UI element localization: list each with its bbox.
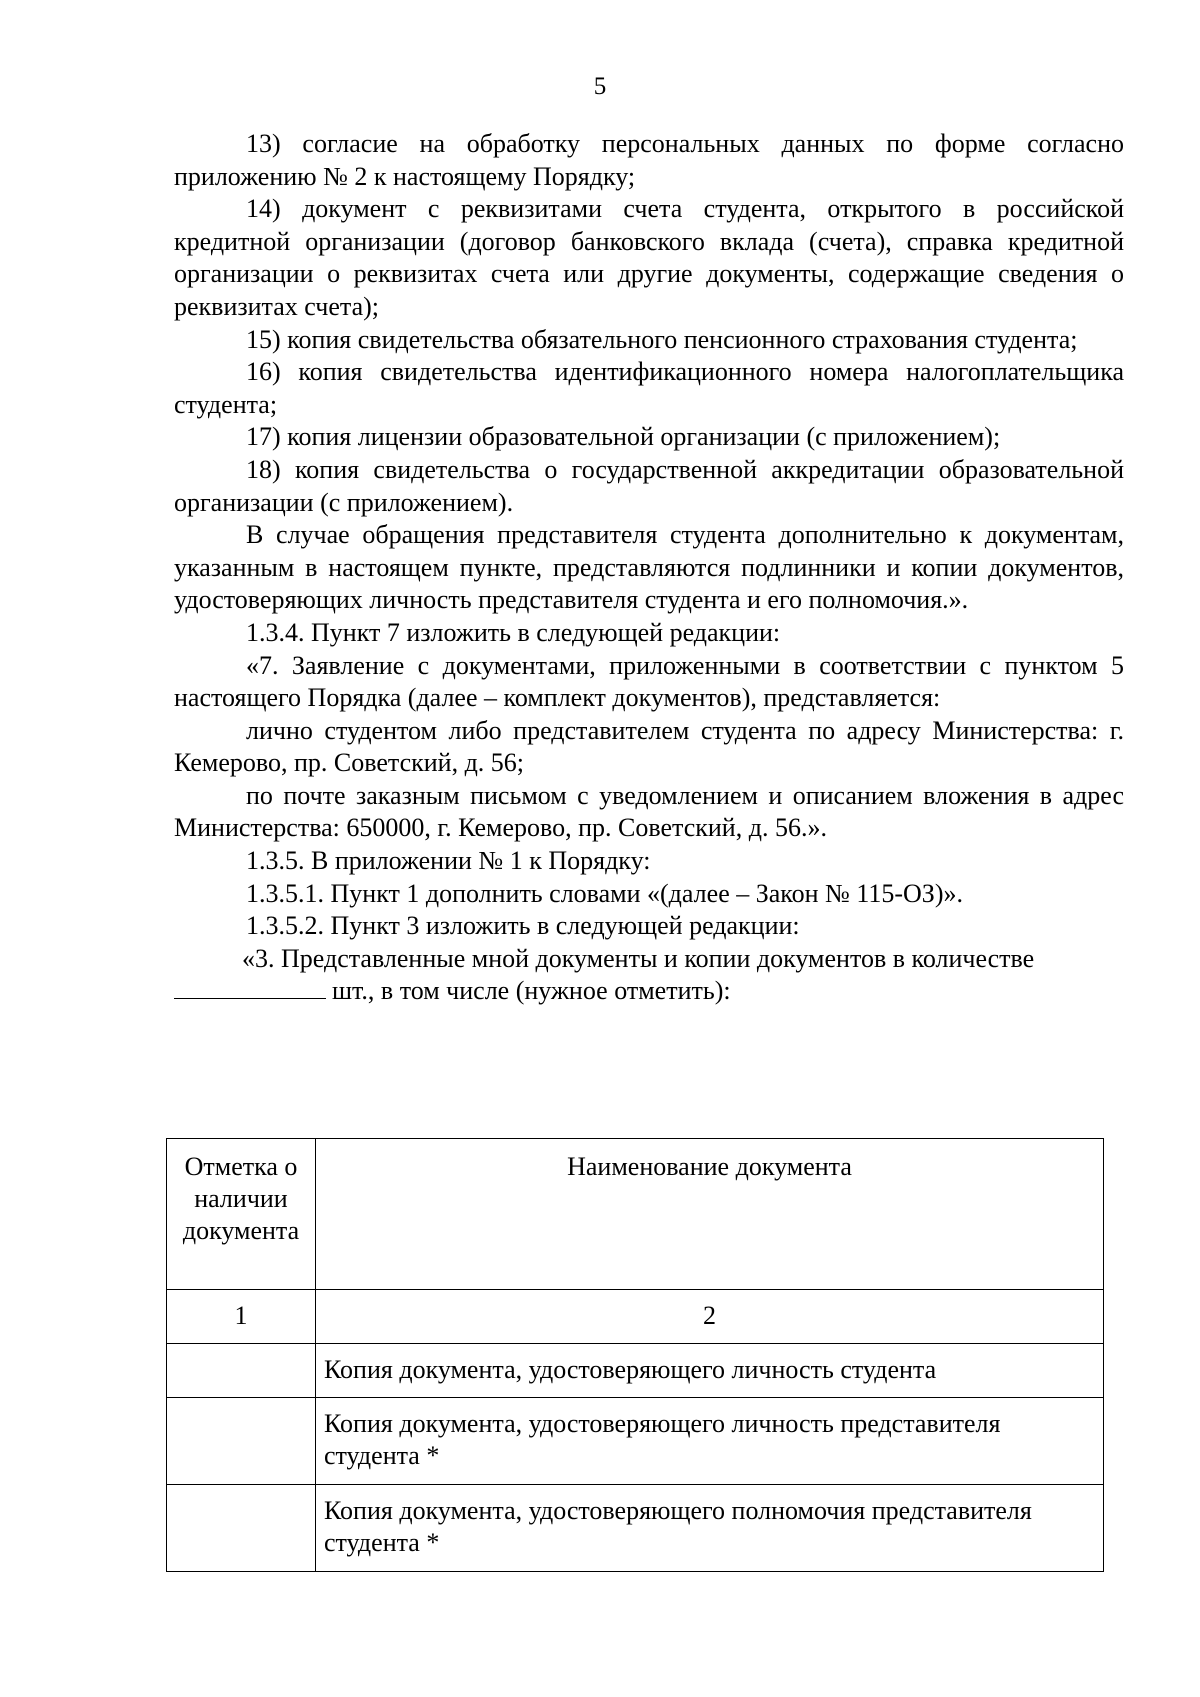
document-name-cell: Копия документа, удостоверяющего личность студента xyxy=(316,1344,1104,1398)
paragraph-representative: В случае обращения представителя студента дополнительно к документам, указанным в настоящем пункте, представляются подлинники и копии документов, удостоверяющих личность представителя студента и его полномочия.». xyxy=(174,520,1124,615)
paragraph-point-3: «3. Представленные мной документы и копии документов в количестве xyxy=(242,943,1035,973)
header-mark: Отметка о наличии документа xyxy=(167,1139,316,1290)
document-body xyxy=(174,128,1124,1008)
column-number-2: 2 xyxy=(316,1290,1104,1344)
table-number-row xyxy=(167,1290,1104,1344)
quantity-blank-line xyxy=(174,976,326,999)
table-header-row xyxy=(167,1139,1104,1290)
mark-cell[interactable] xyxy=(167,1398,316,1485)
documents-table xyxy=(166,1138,1104,1572)
paragraph-quantity-line xyxy=(174,975,1124,1008)
page-number: 5 xyxy=(593,73,607,100)
paragraph-1-3-5-1: 1.3.5.1. Пункт 1 дополнить словами «(далее – Закон № 115-ОЗ)». xyxy=(246,878,963,908)
paragraph-1-3-5: 1.3.5. В приложении № 1 к Порядку: xyxy=(246,846,651,876)
table-row xyxy=(167,1344,1104,1398)
paragraph-1-3-5-2: 1.3.5.2. Пункт 3 изложить в следующей редакции: xyxy=(246,911,800,941)
paragraph-item-14: 14) документ с реквизитами счета студента, открытого в российской кредитной организации (договор банковского вклада (счета), справка кредитной организации о реквизитах счета или другие документы, содержащие сведения о реквизитах счета); xyxy=(174,194,1124,321)
paragraph-item-15: 15) копия свидетельства обязательного пенсионного страхования студента; xyxy=(246,324,1078,354)
document-name-cell: Копия документа, удостоверяющего полномочия представителя студента * xyxy=(316,1485,1104,1572)
paragraph-by-mail: по почте заказным письмом с уведомлением и описанием вложения в адрес Министерства: 650000, г. Кемерово, пр. Советский, д. 56.». xyxy=(174,780,1124,843)
table-row xyxy=(167,1485,1104,1572)
mark-cell[interactable] xyxy=(167,1485,316,1572)
paragraph-1-3-4: 1.3.4. Пункт 7 изложить в следующей редакции: xyxy=(246,617,781,647)
mark-cell[interactable] xyxy=(167,1344,316,1398)
column-number-1: 1 xyxy=(167,1290,316,1344)
paragraph-item-13: 13) согласие на обработку персональных данных по форме согласно приложению № 2 к настоящему Порядку; xyxy=(174,129,1124,191)
paragraph-item-18: 18) копия свидетельства о государственной аккредитации образовательной организации (с приложением). xyxy=(174,454,1124,517)
paragraph-point-7: «7. Заявление с документами, приложенными в соответствии с пунктом 5 настоящего Порядка (далее – комплект документов), представляется: xyxy=(174,650,1124,713)
paragraph-in-person: лично студентом либо представителем студента по адресу Министерства: г. Кемерово, пр. Советский, д. 56; xyxy=(174,715,1124,778)
header-document-name: Наименование документа xyxy=(316,1139,1104,1290)
paragraph-item-16: 16) копия свидетельства идентификационного номера налогоплательщика студента; xyxy=(174,357,1124,419)
quantity-suffix: шт., в том числе (нужное отметить): xyxy=(332,976,731,1006)
document-name-cell: Копия документа, удостоверяющего личность представителя студента * xyxy=(316,1398,1104,1485)
paragraph-item-17: 17) копия лицензии образовательной организации (с приложением); xyxy=(246,422,1001,452)
table-row xyxy=(167,1398,1104,1485)
